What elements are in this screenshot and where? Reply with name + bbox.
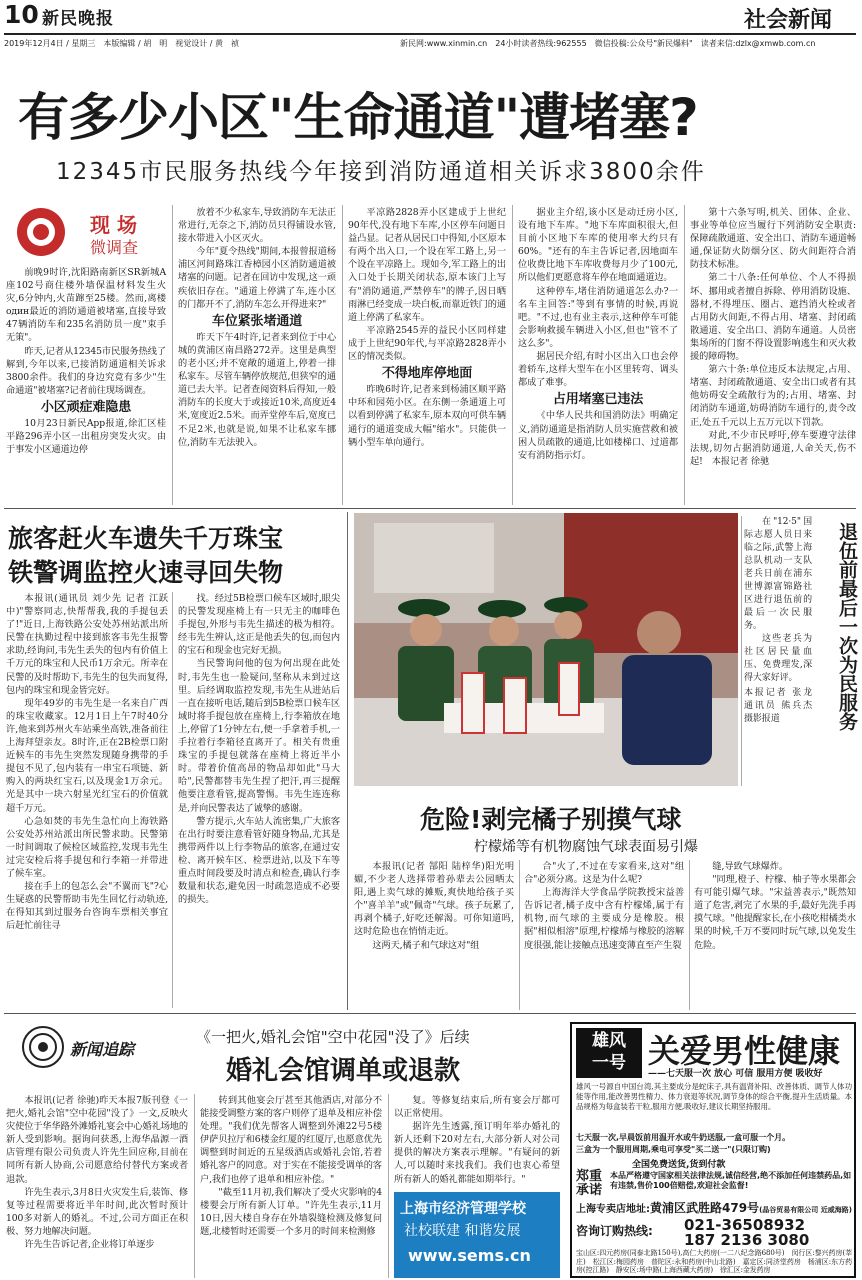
- column-rule: [347, 512, 348, 1010]
- paragraph: 心急如焚的韦先生急忙向上海铁路公安处苏州站派出所民警求助。民警第一时间调取了候检区域监控,发现韦先生过完安检后将手提包和行李箱一并带进了候车室。: [6, 815, 168, 879]
- lead-col-5: [690, 206, 856, 504]
- paragraph: 第二十八条:任何单位、个人不得损坏、挪用或者擅自拆除、停用消防设施、器材,不得埋压、圈占、遮挡消火栓或者占用防火间距,不得占用、堵塞、封闭疏散通道、安全出口、消防车通道。人员密集场所的门窗不得设置影响逃生和灭火救援的障碍物。: [690, 272, 856, 363]
- column-rule: [684, 205, 685, 505]
- photo-caption: [744, 516, 858, 788]
- paragraph: 在"12·5"国际志愿人员日来临之际,武警上海总队机动一支队老兵日前在浦东世博源富锦路社区进行退伍前的最后一次民服务。: [744, 517, 812, 631]
- orange-col-2: [524, 860, 684, 1010]
- ad-address-note: (晶谷贸易有限公司 近威海路): [759, 1206, 852, 1214]
- paragraph: 这种停车,堵住消防通道怎么办?一名车主回答:"等到有事情的时候,再说吧。"不过,也有业主表示,这种停车可能会影响救援车辆进入小区,但也"管不了这么多"。: [518, 285, 678, 349]
- paragraph: 据业主介绍,该小区是动迁房小区,设有地下车库。"地下车库面积很大,但目前小区地下车库的使用率大约只有60%。"还有的车主告诉记者,因地面车位收费比地下车库收费每月少了100元,所以他们更愿意将车停在地面通道边。: [518, 207, 678, 284]
- paragraph: 本报讯(记者 郜阳 陆梓华)阳光明媚,不少老人选择带着孙辈去公园晒太阳,遇上卖气球的摊贩,爽快地给孩子买个"喜羊羊"或"佩奇"气球。孩子玩累了,再剥个橘子,好吃还解渴。可你知道吗,这时危险也在悄悄走近。: [354, 861, 514, 938]
- paragraph: 合"火了,不过在专家看来,这对"组合"必须分离。这是为什么呢?: [524, 861, 684, 886]
- ad-promo-1: 七天服一次,早晨饭前用温开水或牛奶送服,一盒可服一个月。: [576, 1133, 791, 1142]
- lead-col-2: [178, 206, 336, 504]
- follow-up-badge: [20, 1024, 170, 1074]
- subheading: 不得地库停地面: [381, 366, 473, 382]
- subheading: 车位紧张堵通道: [211, 313, 303, 329]
- ad-hotline-label: 咨询订购热线:: [576, 1224, 653, 1238]
- photo-credit: 本报记者 张龙 通讯员 熊兵杰 摄影报道: [744, 688, 821, 724]
- railway-headline-1: 旅客赶火车遗失千万珠宝: [8, 524, 284, 553]
- page-number: 10: [4, 0, 39, 29]
- railway-col-1: [6, 592, 168, 1008]
- caption-text: [744, 516, 821, 788]
- paragraph: 当民警询问他的包为何出现在此处时,韦先生也一脸疑问,坚称从未到过这里。后经调取监控发现,韦先生从进站后一直在接听电话,随后到5B检票口候车区域时将手提包放在座椅上,行李箱放在地上,停留了1分钟左右,便一手拿着手机,一手拉着行李箱径直离开了。相关有贵重珠宝的手提包就落在座椅上将近半小时。带着价值高昂的物品却如此"马大哈",民警都替韦先生捏了把汗,再三提醒他要注意看管,提高警惕。韦先生连连称是,并向民警表达了诚挚的感谢。: [178, 658, 340, 814]
- ad-hotline-2[interactable]: 187 2136 3080: [684, 1231, 810, 1249]
- paragraph: 平凉路2545弄的益民小区同样建成于上世纪90年代,与平凉路2828弄小区的情况类似。: [348, 324, 506, 363]
- paragraph: 今年"夏令热线"期间,本报曾报道杨浦区河间路珠江香樟园小区消防通道被堵塞的问题。记者在回访中发现,这一顽疾依旧存在。"通道上停满了车,连小区的门都开不了,消防车怎么开得进来?": [178, 246, 336, 310]
- paragraph: 《中华人民共和国消防法》明确定义,消防通道是指消防人员实施营救和被困人员疏散的通道,比如楼梯口、过道都安有消防指示灯。: [518, 410, 678, 461]
- paragraph: 10月23日新民App报道,徐汇区桂平路296弄小区一出租房突发火灾。由于事发小区通道边停: [6, 418, 166, 456]
- orange-subhead: 柠檬烯等有机物腐蚀气球表面易引爆: [474, 839, 698, 855]
- column-rule: [512, 205, 513, 505]
- badge-text-2: 微调查: [90, 238, 139, 257]
- paragraph: "同理,橙子、柠檬、柚子等水果都会有可能引爆气球。"宋益善表示,"既然知道了危害,剥完了水果的手,最好先洗手再摸气球。"他提醒家长,在小孩吃柑橘类水果的时候,千万不要同时玩气球,以免发生危险。: [694, 874, 856, 951]
- paragraph: 昨晚6时许,记者来到杨浦区顺平路中环和园苑小区。在东侧一条通道上可以看到停满了私家车,原本双向可供车辆通行的通道变成大幅"缩水"。只能供一辆小型车单向通行。: [348, 384, 506, 448]
- paragraph: "截至11月初,我们解决了受火灾影响的4楼婴会厅所有新人订单。"许先生表示,11月10日,因大楼自身存在外墙裂缝检测及修复问题,北楼暂时还需要一个多月的时间来检测修: [200, 1186, 382, 1237]
- paragraph: 据居民介绍,有时小区出入口也会停着轿车,这样大型车在小区里转弯、调头都成了难事。: [518, 351, 678, 389]
- orange-headline: 危险!剥完橘子别摸气球: [420, 805, 682, 834]
- photo-illustration: [354, 513, 738, 786]
- paragraph: 据许先生透露,预订明年举办婚礼的新人还剩下20对左右,大部分新人对公司提供的解决方案表示理解。"有疑问的新人,可以随时来找我们。我们也衷心希望所有新人的婚礼都能如期举行。": [394, 1121, 560, 1185]
- school-slogan: 社校联建 和谐发展: [404, 1223, 521, 1239]
- ad-address-label: 上海专卖店地址:: [576, 1204, 650, 1215]
- paragraph: 找。经过5B检票口候车区域时,眼尖的民警发现座椅上有一只无主的咖啡色手提包,外形与韦先生描述的极为相符。经韦先生辨认,这正是他丢失的包,而包内的宝石和现金也完好无损。: [178, 593, 340, 657]
- paragraph: 缝,导致气球爆炸。: [712, 861, 788, 872]
- school-name: 上海市经济管理学校: [400, 1201, 526, 1217]
- subheading: 小区顽症难隐患: [40, 399, 132, 415]
- ad-headline: 关爱男性健康: [648, 1032, 841, 1070]
- ad-address: [576, 1199, 854, 1216]
- date-line: 2019年12月4日 / 星期三 本版编辑 / 胡 明 视觉设计 / 黄 祯: [4, 39, 239, 48]
- school-url: www.sems.cn: [408, 1246, 531, 1265]
- paper-name: 新民晚报: [42, 9, 114, 29]
- page-header: [0, 0, 862, 34]
- lead-headline: 有多少小区"生命通道"遭堵塞?: [18, 89, 698, 148]
- ad-promo-2: 三盒为一个服用周期,乘电可享受"买二送一"(只限订购): [576, 1145, 771, 1154]
- paragraph: 现年49岁的韦先生是一名来自广西的珠宝收藏家。12月1日上午7时40分许,他来到苏州火车站乘坐高铁,准备前往上海拜望亲友。8时许,正在2B检票口附近候车的韦先生突然发现随身携带的手提包不见了,包内装有一串宝石项链、新购入的两块红宝石,以及现金1万余元。光是其中一块六射星光红宝石的价值就超千万元。: [6, 697, 168, 814]
- onsite-badge: [6, 205, 156, 260]
- column-rule: [194, 1094, 195, 1278]
- follow-up-icon: [20, 1024, 66, 1070]
- paragraph: 许先生告诉记者,企业将订单逐步: [24, 1239, 155, 1251]
- section-title: 社会新闻: [744, 8, 833, 33]
- column-rule: [172, 205, 173, 505]
- ad-notice-label: 郑重承诺: [576, 1169, 603, 1198]
- badge-icon: [6, 205, 76, 260]
- paragraph: 平凉路2828弄小区建成于上世纪90年代,没有地下车库,小区停车问题日益凸显。记者从居民口中得知,小区原本有两个出入口,一个设在军工路上,另一个设在平凉路上。现如今,军工路上的出入口处于长期关闭状态,原本该门上写有"消防通道,严禁停车"的牌子,因日晒雨淋已经变成一块白板,而靠近铁门的通道上停满了私家车。: [348, 207, 506, 323]
- badge-text-1: 现 场: [90, 213, 137, 237]
- ad-body: 雄风一号源自中国台湾,其主要成分是蛇床子,具有温肾补阳、改善体质、调节人体功能等作用,能改善男性精力、体力衰退等状况,调节身体的综合平衡,提升生活质量。本品规格为每盒装若干粒,服用方便,吸收好,建议长期坚持服用。: [576, 1082, 852, 1111]
- lead-subhead: 12345市民服务热线今年接到消防通道相关诉求3800余件: [56, 159, 706, 185]
- orange-col-1: [354, 860, 514, 1010]
- paragraph: 昨天,记者从12345市民服务热线了解到,今年以来,已接消防通道相关诉求3800余件。我们的身边究竟有多少"生命通道"被堵塞?记者前往现场调查。: [6, 345, 166, 396]
- railway-col-2: [178, 592, 340, 1008]
- railway-headline-2: 铁警调监控火速寻回失物: [8, 558, 284, 587]
- paragraph: 第六十条:单位违反本法规定,占用、堵塞、封闭疏散通道、安全出口或者有其他妨碍安全疏散行为的;占用、堵塞、封闭消防车通道,妨碍消防车通行的,责令改正,处五千元以上五万元以下罚款。: [690, 364, 856, 428]
- follow-up-kicker: 《一把火,婚礼会馆"空中花园"没了》后续: [196, 1028, 470, 1046]
- news-photo: [354, 513, 738, 786]
- paragraph: 本报讯(记者 徐驰)昨天本报7版刊登《一把火,婚礼会馆"空中花园"没了》一文,反映火灾使位于华华路外滩婚礼宴会中心婚礼场地的新人受到影响。据询问获悉,上海华晶源一酒店管理有限公司负责人许先生回应称,目前在同所有新人协商,公司愿意给付替代方案或者退款。: [6, 1095, 188, 1185]
- ad-shops: 宝山区:四元药房(同泰北路150号),高仁大药房(一二八纪念路680号) 闵行区:黎兴药房(莘庄) 松江区:梅园药房 普陀区:永和药房(中山北路) 嘉定区:同济堂药房 杨浦区:东方药房(控江路) 静安区:场中路(上海西藏大药房) 徐汇区:金发药房: [576, 1249, 852, 1275]
- column-rule: [342, 205, 343, 505]
- ad-service: 全国免费送货,货到付款: [632, 1160, 726, 1170]
- section-rule: [4, 1013, 856, 1014]
- column-rule: [741, 516, 742, 786]
- paragraph: 警方提示,火车站人流密集,广大旅客在出行时要注意看管好随身物品,尤其是携带两件以上行李物品的旅客,在通过安检、离开候车区、检票进站,以及下车等重点时间段要及时清点和检查,确认行李数量和状态,避免因一时疏忽造成不必要的损失。: [178, 815, 340, 906]
- paragraph: 上海海洋大学食品学院教授宋益善告诉记者,橘子皮中含有柠檬烯,属于有机物,而气球的主要成分是橡胶。根据"相似相溶"原理,柠檬烯与橡胶的溶解度很强,能让接触点迅速变薄直至产生裂: [524, 887, 684, 951]
- paragraph: 前晚9时许,沈阳路南新区SR新城A座102号商住楼外墙保温材料发生火灾,6分钟内,火苗蹿至25楼。然而,离楼один最近的消防通道被堵塞,直接导致47辆消防车和235名消防员一度"束手无策"。: [6, 267, 166, 344]
- follow-up-col-3: [394, 1094, 560, 1190]
- header-rule: [4, 33, 856, 35]
- lead-col-1: [6, 266, 166, 504]
- column-rule: [519, 860, 520, 1010]
- follow-up-col-2: [200, 1094, 382, 1278]
- paragraph: 接在手上的包怎么会"不翼而飞"?心生疑惑的民警帮助韦先生回忆行动轨迹,在得知其到过服务台咨询车票相关事宜后赶忙前往寻: [6, 881, 168, 932]
- ad-notice: 本品严格遵守国家相关法律法规,诚信经营,绝不添加任何违禁药品,如有违禁,售价100倍赔偿,欢迎社会监督!: [610, 1171, 852, 1190]
- ad-tagline: ——七天服一次 放心 可信 服用方便 吸收好: [648, 1069, 823, 1079]
- ad-brand-line2: 一号: [592, 1053, 626, 1073]
- paragraph: 第十六条写明,机关、团体、企业、事业等单位应当履行下列消防安全职责:保障疏散通道、安全出口、消防车通道畅通,保证防火防烟分区、防火间距符合消防技术标准。: [690, 207, 856, 271]
- column-rule: [689, 860, 690, 1010]
- caption-title: 退伍前最后一次为民服务: [836, 522, 858, 731]
- follow-up-col-1: [6, 1094, 188, 1278]
- lead-col-4: [518, 206, 678, 504]
- ad-hotline-1[interactable]: 021-36508932: [684, 1216, 806, 1234]
- column-rule: [388, 1094, 389, 1278]
- subheading: 占用堵塞已违法: [552, 392, 644, 408]
- orange-col-3: [694, 860, 856, 1010]
- ad-brand: [576, 1028, 642, 1078]
- paragraph: 转到其他宴会厅甚至其他酒店,对部分不能接受调整方案的客户则停了退单及相应补偿处理。"我们优先帮客人调整到外滩22号5楼伊萨贝拉厅和6楼金红厦的红厦厅,也愿意优先调整到时间近的五星级酒店或婚礼会馆,若着婚礼客户的同意。对于实在不能接受调单的客户,我们也停了退单和相应补偿。": [200, 1095, 382, 1185]
- lead-col-3: [348, 206, 506, 504]
- ad-brand-line1: 雄风: [592, 1031, 626, 1051]
- column-rule: [172, 592, 173, 1008]
- ad-address-value: 黄浦区武胜路479号: [650, 1201, 760, 1215]
- paragraph: 放着不少私家车,导致消防车无法正常进行,无奈之下,消防员只得铺设水管,接水带进入小区灭火。: [178, 207, 336, 245]
- follow-up-headline: 婚礼会馆调单或退款: [226, 1056, 461, 1086]
- paragraph: 本报讯(通讯员 刘少先 记者 江跃中)"警察同志,快帮帮我,我的手提包丢了!"近日,上海铁路公安处苏州站派出所民警在执勤过程中接到旅客韦先生报警求助,经询问,韦先生丢失的包内有价值上千万元的珠宝和人民币1万余元。所幸在民警的及时帮助下,韦先生的包失而复得,包内的珠宝和现金皆完好。: [6, 593, 168, 696]
- follow-up-label: 新闻追踪: [70, 1040, 135, 1059]
- contact-line: 新民网:www.xinmin.cn 24小时读者热线:962555 微信投稿:公众号"新民爆料" 读者来信:dzlx@xmwb.com.cn: [400, 39, 816, 48]
- section-rule: [4, 508, 856, 509]
- paragraph: 这些老兵为社区居民量血压、免费理发,深得大家好评。: [744, 634, 812, 683]
- paragraph: 复。等修复结束后,所有宴会厅都可以正常使用。: [394, 1095, 560, 1120]
- paragraph: 对此,不少市民呼吁,停车要遵守法律法规,切勿占据消防通道,人命关天,伤不起! 本报记者 徐驰: [690, 429, 856, 467]
- paragraph: 这两天,橘子和气球这对"组: [372, 939, 480, 951]
- school-ad: [394, 1192, 560, 1278]
- health-ad: [570, 1022, 856, 1278]
- paragraph: 昨天下午4时许,记者来到位于中心城的黄浦区南昌路272弄。这里是典型的老小区;并不宽敞的通道上,停着一排私家车。尽管车辆停放规范,但狭窄的通道已去大半。记者查阅资料后得知,一般消防车的长度大于或接近10米,高度近4米,宽度近2.5米。而弄堂停车后,宽度已不足2米,也就是说,如果不让私家车挪位,消防车无法驶入。: [178, 331, 336, 448]
- paragraph: 许先生表示,3月8日火灾发生后,装饰、修复等过程需要将近半年时间,此次暂时预计100多对新人的婚礼。不过,公司方面正在积极、努力地解决问题。: [6, 1186, 188, 1237]
